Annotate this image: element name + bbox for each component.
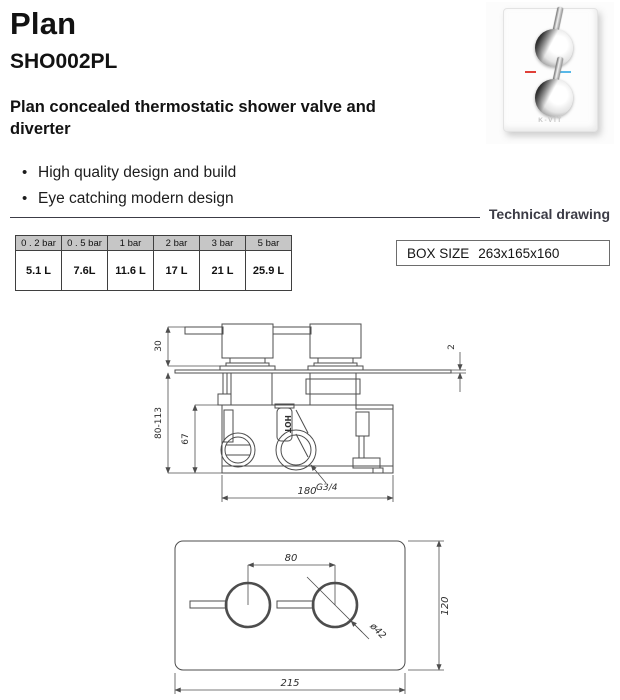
divider-line bbox=[10, 217, 480, 218]
temperature-indicator bbox=[504, 70, 599, 74]
dim-handle-centres: 80 bbox=[284, 553, 298, 564]
product-sku: SHO002PL bbox=[10, 50, 118, 73]
product-description: Plan concealed thermostatic shower valve and diverter bbox=[10, 98, 376, 138]
bottom-knob bbox=[535, 79, 573, 117]
pressure-header: 0 . 5 bar bbox=[62, 236, 108, 251]
table-value-row bbox=[16, 251, 292, 291]
brand-text: K-VIT bbox=[538, 117, 563, 124]
dim-plate-height: 120 bbox=[440, 596, 451, 616]
page-title: Plan bbox=[10, 6, 77, 41]
flow-value: 17 L bbox=[154, 251, 200, 291]
section-label: Technical drawing bbox=[488, 206, 610, 222]
table-header-row bbox=[16, 236, 292, 251]
box-size-panel bbox=[396, 240, 610, 266]
bullet-icon: • bbox=[22, 164, 28, 181]
bullet-icon: • bbox=[22, 190, 28, 207]
valve-body-outline bbox=[175, 324, 451, 473]
pressure-header: 3 bar bbox=[200, 236, 246, 251]
top-knob bbox=[535, 29, 573, 67]
feature-text: High quality design and build bbox=[38, 164, 237, 181]
pressure-header: 1 bar bbox=[108, 236, 154, 251]
feature-text: Eye catching modern design bbox=[38, 190, 234, 207]
flow-rate-table bbox=[15, 235, 292, 291]
technical-drawing-side-view bbox=[140, 300, 470, 515]
product-photo bbox=[486, 2, 614, 144]
flow-value: 21 L bbox=[200, 251, 246, 291]
dimension-lines bbox=[168, 327, 466, 502]
flow-value: 25.9 L bbox=[246, 251, 292, 291]
pressure-header: 5 bar bbox=[246, 236, 292, 251]
cold-indicator bbox=[560, 71, 571, 73]
dim-body-width: 180 bbox=[297, 486, 317, 497]
technical-drawing-front-view bbox=[150, 518, 470, 700]
flow-value: 5.1 L bbox=[16, 251, 62, 291]
hot-indicator bbox=[525, 71, 536, 73]
box-size-value: 263x165x160 bbox=[478, 245, 560, 261]
dim-knob-diameter: ø42 bbox=[367, 621, 388, 642]
dim-plate-thickness: 2 bbox=[447, 344, 457, 350]
flow-value: 7.6L bbox=[62, 251, 108, 291]
dim-depth-range: 80-113 bbox=[154, 407, 164, 439]
dim-plate-width: 215 bbox=[280, 678, 300, 689]
hot-label: HOT bbox=[283, 415, 292, 433]
dim-handle-height: 30 bbox=[154, 340, 164, 352]
feature-item bbox=[16, 160, 236, 186]
feature-list bbox=[16, 160, 236, 212]
dimension-lines bbox=[175, 541, 444, 694]
pressure-header: 2 bar bbox=[154, 236, 200, 251]
port-thread-label: G3/4 bbox=[316, 483, 338, 493]
pressure-header: 0 . 2 bar bbox=[16, 236, 62, 251]
dim-body-height: 67 bbox=[181, 433, 191, 445]
flow-value: 11.6 L bbox=[108, 251, 154, 291]
section-divider bbox=[10, 206, 610, 222]
box-size-label: BOX SIZE bbox=[407, 245, 470, 261]
shower-valve-faceplate bbox=[503, 8, 598, 132]
